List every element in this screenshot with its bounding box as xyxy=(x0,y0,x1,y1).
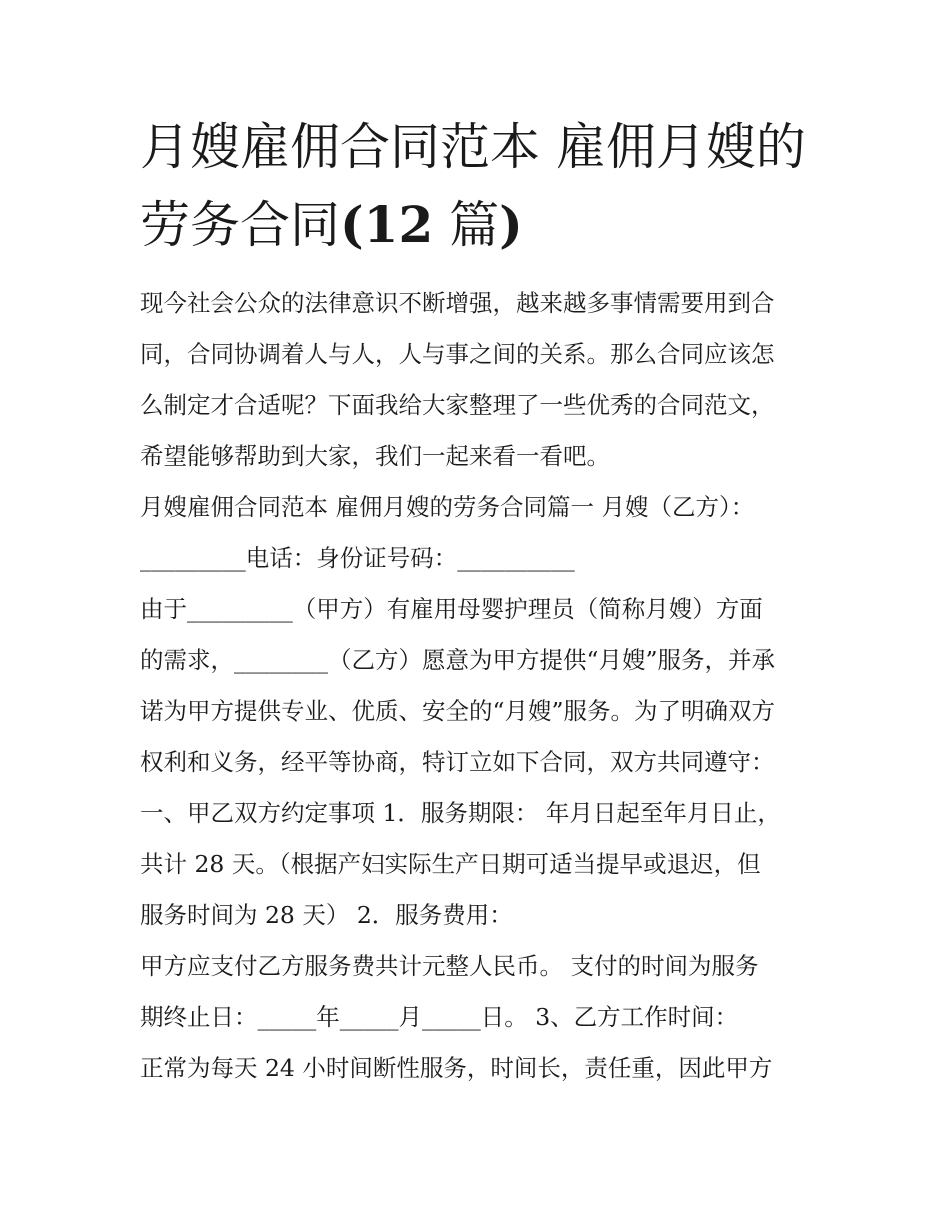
title-line-2-text: 劳务合同 xyxy=(140,196,340,254)
body-line: 正常为每天 24 小时间断性服务，时间长，责任重，因此甲方 xyxy=(140,1054,773,1082)
body-line: 么制定才合适呢？下面我给大家整理了一些优秀的合同范文， xyxy=(140,391,775,419)
title-count: (12 xyxy=(340,195,434,254)
document-title xyxy=(140,108,830,264)
body-line: 共计 28 天。（根据产妇实际生产日期可适当提早或退迟，但 xyxy=(140,850,761,878)
body-line: 甲方应支付乙方服务费共计元整人民币。 支付的时间为服务 xyxy=(140,952,759,980)
body-line: 权利和义务，经平等协商，特订立如下合同，双方共同遵守： xyxy=(140,748,775,776)
body-line: 期终止日：_____年_____月_____日。 3、乙方工作时间： xyxy=(140,1003,739,1031)
body-line: 一、甲乙双方约定事项 1．服务期限： 年月日起至年月日止， xyxy=(140,799,781,827)
body-line: 的需求，________（乙方）愿意为甲方提供“月嫂”服务，并承 xyxy=(140,646,776,674)
title-line-1: 月嫂雇佣合同范本 雇佣月嫂的 xyxy=(140,118,806,176)
body-line: 服务时间为 28 天） 2．服务费用： xyxy=(140,901,513,929)
body-line: 月嫂雇佣合同范本 雇佣月嫂的劳务合同篇一 月嫂（乙方）： xyxy=(140,493,755,521)
body-line: 现今社会公众的法律意识不断增强，越来越多事情需要用到合 xyxy=(140,289,775,317)
body-line: _________电话：身份证号码：__________ xyxy=(140,544,575,572)
body-line: 由于_________（甲方）有雇用母婴护理员（简称月嫂）方面 xyxy=(140,595,763,623)
body-line: 诺为甲方提供专业、优质、安全的“月嫂”服务。为了明确双方 xyxy=(140,697,776,725)
title-count-unit: 篇 xyxy=(433,196,500,254)
title-line-2 xyxy=(140,186,830,264)
document-body xyxy=(140,278,830,1094)
body-line: 同，合同协调着人与人，人与事之间的关系。那么合同应该怎 xyxy=(140,340,775,368)
body-line: 希望能够帮助到大家，我们一起来看一看吧。 xyxy=(140,442,610,470)
title-close-paren: ) xyxy=(499,195,523,254)
